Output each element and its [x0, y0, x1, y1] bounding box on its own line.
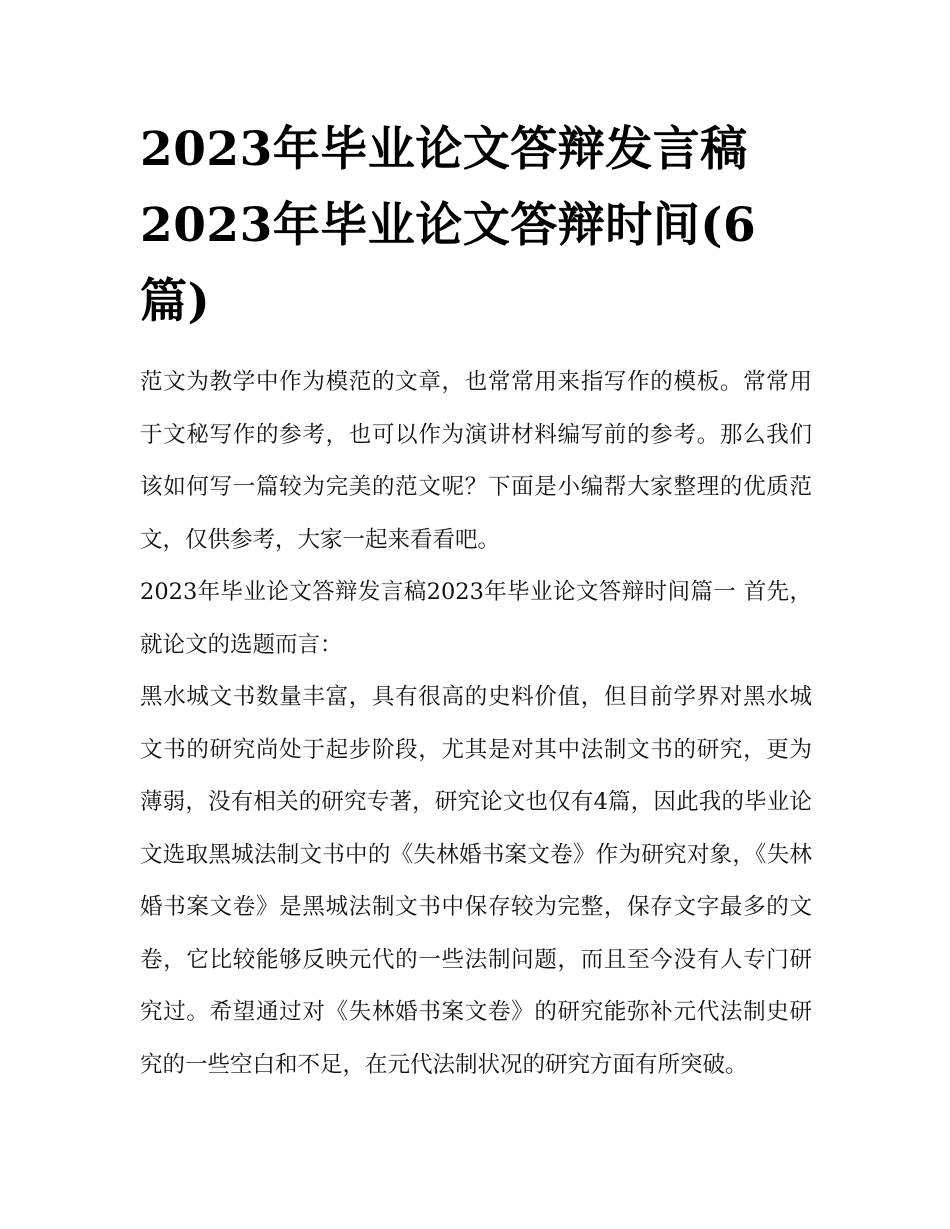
- document-title: 2023年毕业论文答辩发言稿2023年毕业论文答辩时间(6篇): [140, 122, 757, 329]
- body-paragraph: 黑水城文书数量丰富，具有很高的史料价值，但目前学界对黑水城文书的研究尚处于起步阶段，尤其是对其中法制文书的研究，更为薄弱，没有相关的研究专著，研究论文也仅有4篇，因此我的毕业论文选取黑城法制文书中的《失林婚书案文卷》作为研究对象，《失林婚书案文卷》是黑城法制文书中保存较为完整，保存文字最多的文卷，它比较能够反映元代的一些法制问题，而且至今没有人专门研究过。希望通过对《失林婚书案文卷》的研究能弥补元代法制史研究的一些空白和不足，在元代法制状况的研究方面有所突破。: [140, 684, 812, 1078]
- intro-paragraph: 范文为教学中作为模范的文章，也常常用来指写作的模板。常常用于文秘写作的参考，也可以作为演讲材料编写前的参考。那么我们该如何写一篇较为完美的范文呢？下面是小编帮大家整理的优质范文，仅供参考，大家一起来看看吧。: [140, 369, 812, 553]
- section-heading-paragraph: 2023年毕业论文答辩发言稿2023年毕业论文答辩时间篇一 首先，就论文的选题而言：: [140, 579, 812, 658]
- document-body: [140, 356, 812, 1091]
